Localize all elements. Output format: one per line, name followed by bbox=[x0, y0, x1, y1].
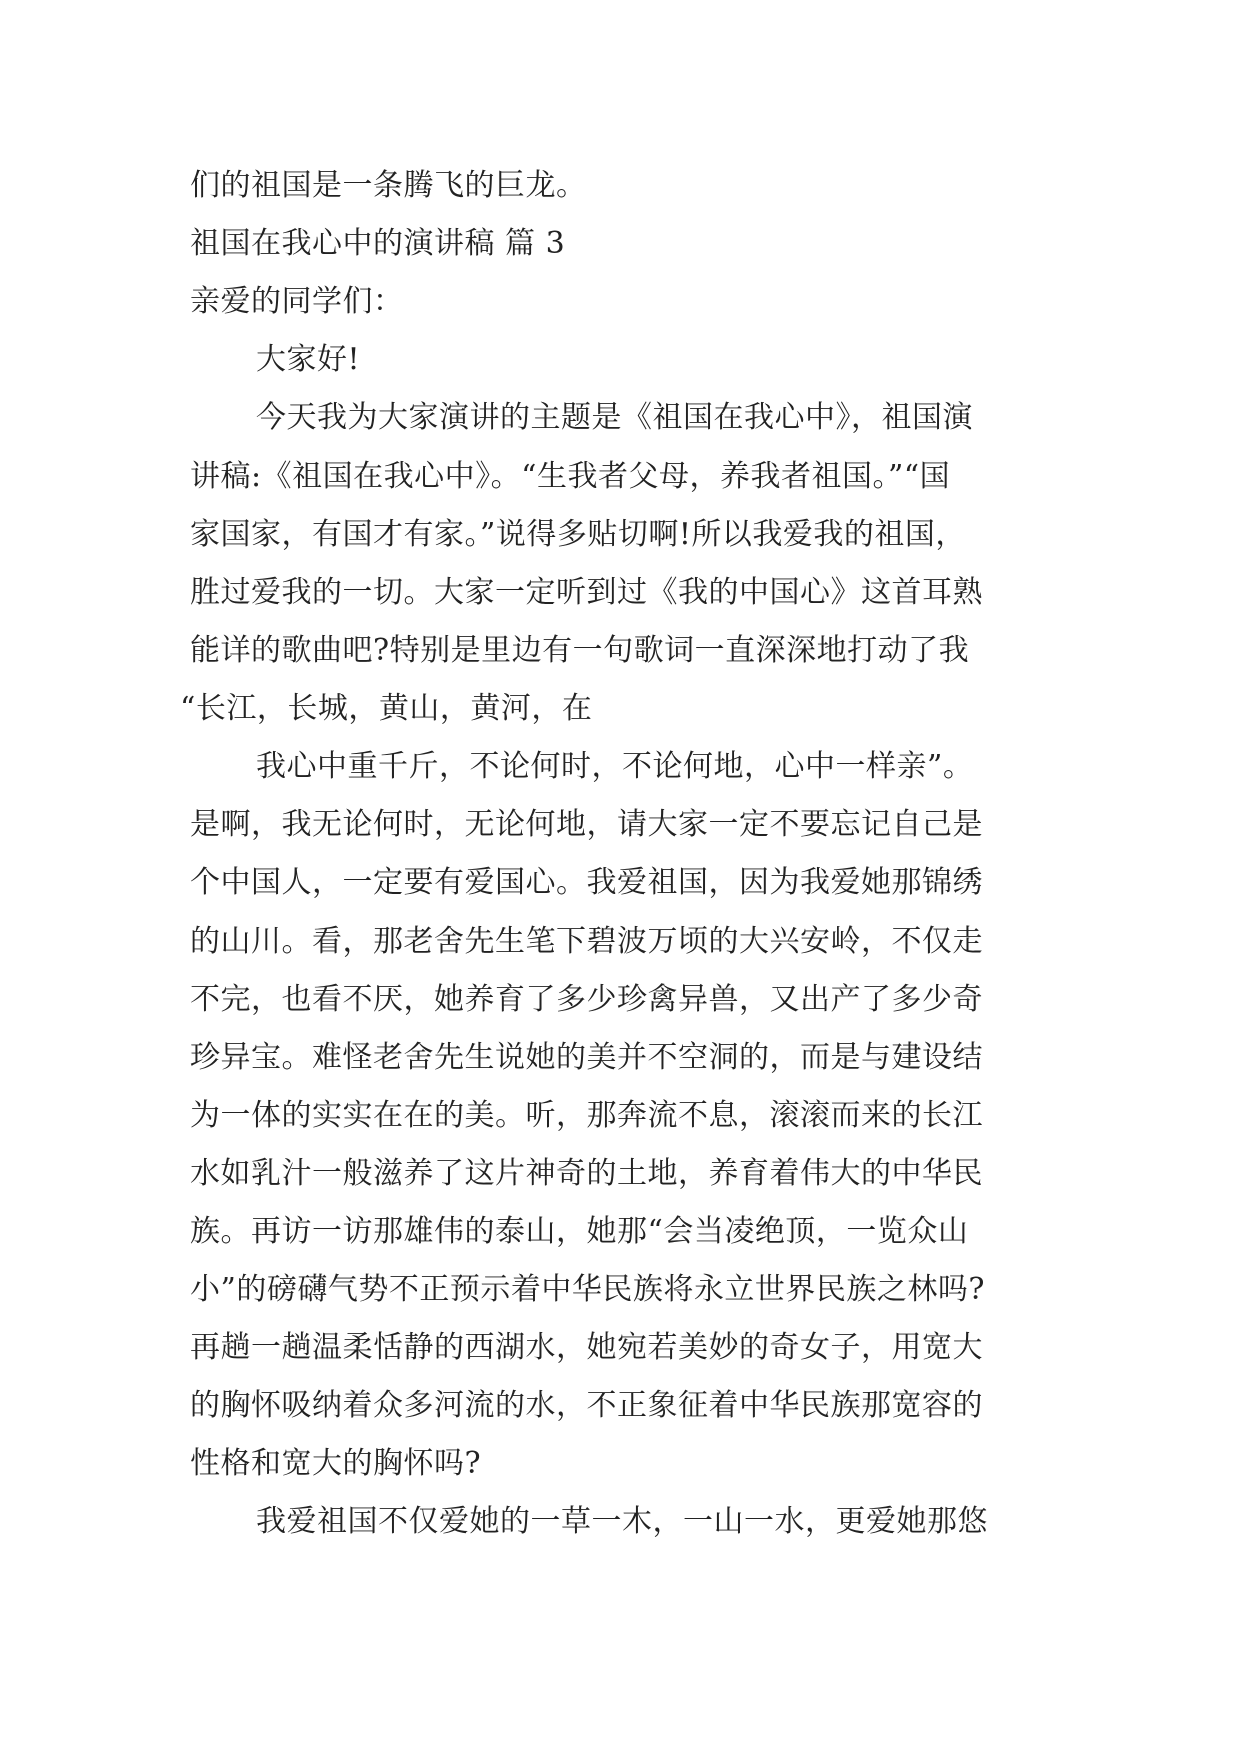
paragraph-line: 的山川。看，那老舍先生笔下碧波万顷的大兴安岭，不仅走 bbox=[190, 924, 983, 959]
paragraph-line: 个中国人，一定要有爱国心。我爱祖国，因为我爱她那锦绣 bbox=[190, 865, 983, 900]
paragraph-line: “长江，长城，黄山，黄河，在 bbox=[180, 691, 593, 726]
paragraph-line: 今天我为大家演讲的主题是《祖国在我心中》，祖国演 bbox=[256, 400, 973, 435]
paragraph-line: 小”的磅礴气势不正预示着中华民族将永立世界民族之林吗? bbox=[190, 1272, 985, 1307]
paragraph-line: 族。再访一访那雄伟的泰山，她那“会当凌绝顶，一览众山 bbox=[190, 1214, 969, 1249]
paragraph-line: 水如乳汁一般滋养了这片神奇的土地，养育着伟大的中华民 bbox=[190, 1156, 983, 1191]
paragraph-line: 是啊，我无论何时，无论何地，请大家一定不要忘记自己是 bbox=[190, 807, 983, 842]
greeting: 大家好! bbox=[256, 342, 361, 377]
paragraph-line: 能详的歌曲吧?特别是里边有一句歌词一直深深地打动了我 bbox=[190, 633, 970, 668]
paragraph-line: 家国家，有国才有家。”说得多贴切啊!所以我爱我的祖国， bbox=[190, 517, 966, 552]
paragraph-line: 不完，也看不厌，她养育了多少珍禽异兽，又出产了多少奇 bbox=[190, 982, 983, 1017]
paragraph-line: 我爱祖国不仅爱她的一草一木，一山一水，更爱她那悠 bbox=[256, 1504, 988, 1539]
paragraph-line: 讲稿:《祖国在我心中》。“生我者父母，养我者祖国。”“国 bbox=[190, 459, 951, 494]
paragraph-line: 性格和宽大的胸怀吗? bbox=[190, 1446, 482, 1481]
paragraph-line: 珍异宝。难怪老舍先生说她的美并不空洞的，而是与建设结 bbox=[190, 1040, 983, 1075]
paragraph-line: 为一体的实实在在的美。听，那奔流不息，滚滚而来的长江 bbox=[190, 1098, 983, 1133]
paragraph-line: 胜过爱我的一切。大家一定听到过《我的中国心》这首耳熟 bbox=[190, 575, 983, 610]
paragraph-line: 我心中重千斤，不论何时，不论何地，心中一样亲”。 bbox=[256, 749, 974, 784]
text-line: 们的祖国是一条腾飞的巨龙。 bbox=[190, 168, 587, 203]
paragraph-line: 的胸怀吸纳着众多河流的水，不正象征着中华民族那宽容的 bbox=[190, 1388, 983, 1423]
section-heading: 祖国在我心中的演讲稿 篇 3 bbox=[190, 226, 566, 261]
paragraph-line: 再趟一趟温柔恬静的西湖水，她宛若美妙的奇女子，用宽大 bbox=[190, 1330, 983, 1365]
salutation: 亲爱的同学们： bbox=[190, 284, 404, 319]
